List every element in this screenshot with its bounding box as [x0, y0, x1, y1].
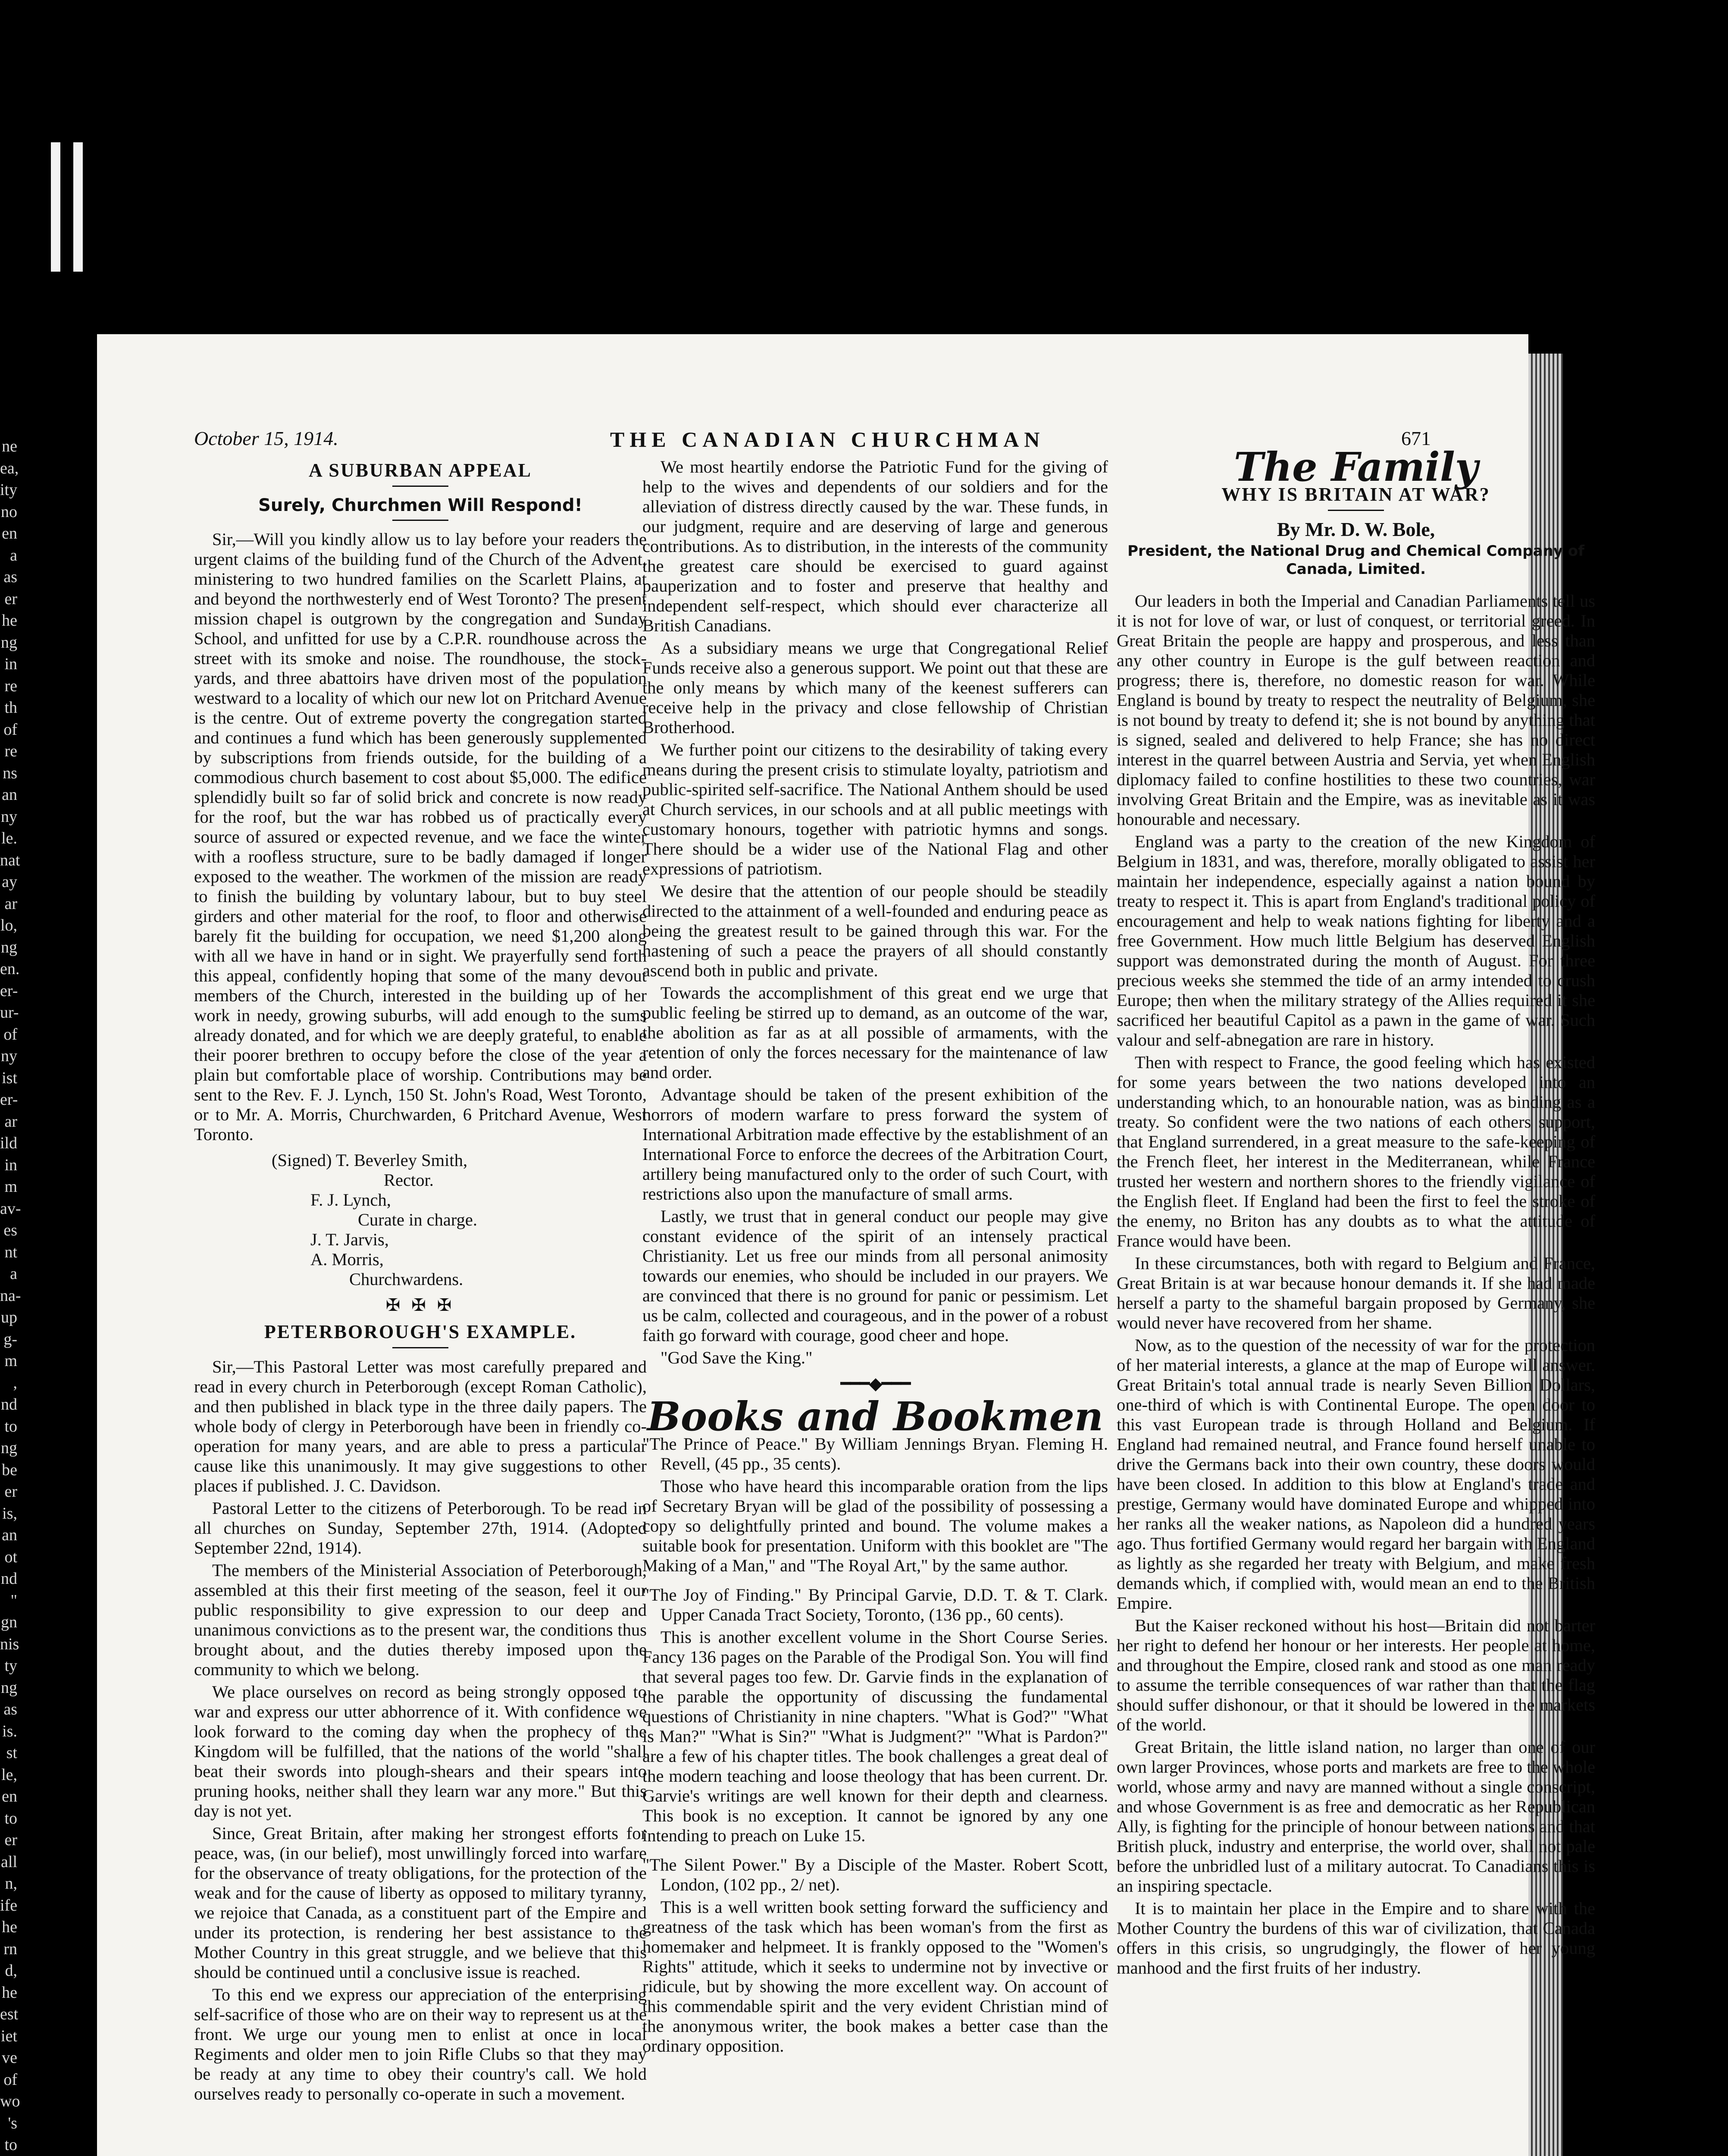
margin-fragment: all — [1, 1852, 17, 1871]
margin-fragment: ild — [0, 1134, 18, 1152]
margin-fragment: ny — [1, 807, 17, 826]
author-affiliation: President, the National Drug and Chemical Company of Canada, Limited. — [1127, 542, 1584, 578]
margin-fragment: " — [10, 1591, 17, 1610]
margin-fragment: es — [3, 1221, 17, 1239]
margin-fragment: nis — [0, 1635, 19, 1653]
article-paragraph: We most heartily endorse the Patriotic Fund for the giving of help to the wives and dependents of our soldiers and for the alleviation of distress directly caused by the war. These funds, in our judgment, require and are deserving of large and generous contributions. As to distribution, in the interests of the community the greatest care should be exercised to guard against pauperization and to foster and preserve that healthy and independent self-respect, which should ever characterize all British Canadians. — [642, 457, 1108, 635]
margin-fragment: er- — [0, 981, 18, 1000]
margin-fragment: re — [4, 742, 17, 760]
margin-fragment: lo, — [0, 916, 17, 934]
margin-fragment: m — [4, 1352, 17, 1370]
margin-fragment: no — [1, 502, 17, 521]
facing-page-text-fragments — [0, 436, 21, 2156]
title-rule — [392, 1347, 448, 1348]
margin-fragment: ng — [1, 1678, 17, 1697]
margin-fragment: ist — [2, 1069, 17, 1087]
margin-fragment: is. — [2, 1722, 17, 1740]
margin-fragment: ife — [0, 1896, 18, 1915]
margin-fragment: na- — [0, 1286, 21, 1305]
article-paragraph: In these circumstances, both with regard to Belgium and France, Great Britain is at war because honour demands it. If she had made herself a party to the shameful bargain proposed by Germany, she would never have recovered from her shame. — [1117, 1253, 1595, 1332]
article-paragraph: Our leaders in both the Imperial and Canadian Parliaments tell us it is not for love of war, or lust of conquest, or territorial greed. In Great Britain the people are happy and prosperous, and less than any other country in Europe is the gulf between reaction and progress; there is, therefore, no domestic reason for war. While England is bound by treaty to respect the neutrality of Belgium, she is not bound by treaty to defend it; she is not bound by anything that is signed, sealed and delivered to help France; she has no direct interest in the quarrel between Austria and Servia, yet when English diplomacy failed to confine hostilities to these two countries, war involving Great Britain and the Empire, was as inevitable as it was honourable and necessary. — [1117, 591, 1595, 829]
margin-fragment: he — [2, 1983, 17, 2002]
column-3 — [1117, 444, 1595, 1981]
margin-fragment: ar — [4, 894, 17, 913]
margin-fragment: is, — [2, 1504, 17, 1523]
margin-fragment: er- — [0, 1091, 18, 1109]
signature-line: J. T. Jarvis, — [310, 1230, 389, 1249]
margin-fragment: gn — [1, 1613, 17, 1631]
book-title: "The Silent Power." By a Disciple of the Master. Robert Scott, London, (102 pp., 2/ net). — [642, 1855, 1108, 1894]
article-title-why-britain: WHY IS BRITAIN AT WAR? — [1221, 484, 1490, 505]
section-ornament: ━━━◆━━━ — [840, 1374, 910, 1393]
margin-fragment: of — [3, 2070, 17, 2089]
article-paragraph: Then with respect to France, the good feeling which has existed for some years between the two nations developed into an understanding which, to an honourable nation, was as binding as a treaty. So confident were the two nations of each others support, that England surrendered, in a great measure to the safe-keeping of the French fleet, her interest in the Mediterranean, while France trusted her western and northern shores to the friendly vigilance of the English fleet. If England had been the first to feel the stroke of the enemy, no Briton has any doubts as to what the attitude of France would have been. — [1117, 1053, 1595, 1250]
article-paragraph: "God Save the King." — [661, 1348, 813, 1367]
article-paragraph: The members of the Ministerial Association of Peterborough, assembled at this their first meeting of the season, feel it our public responsibility to give expression to our deep and unanimous convictions as to the present war, the conditions thus brought about, and the duties thereby imposed upon the community to which we belong. — [194, 1561, 647, 1679]
film-margin-bar-1 — [51, 142, 60, 272]
margin-fragment: m — [4, 1178, 17, 1196]
article-paragraph: It is to maintain her place in the Empire and to share with the Mother Country the burdens of this war of civilization, that Canada offers in this crisis, so ungrudgingly, the flower of her young manhood and the first fruits of her industry. — [1117, 1899, 1595, 1977]
margin-fragment: le. — [1, 829, 17, 847]
book-title: "The Joy of Finding." By Principal Garvie, D.D. T. & T. Clark. Upper Canada Tract Society, Toronto, (136 pp., 60 cents). — [642, 1585, 1108, 1624]
margin-fragment: ity — [0, 481, 18, 499]
article-paragraph: Since, Great Britain, after making her strongest efforts for peace, was, (in our belief), most unwillingly forced into warfare for the observance of treaty obligations, for the protection of the weak and for the cause of liberty as opposed to military tyranny, we rejoice that Canada, as a constituent part of the Empire and under its protection, is rendering her best assistance to the Mother Country in this great struggle, and we believe that this should be continued until a conclusive issue is reached. — [194, 1824, 647, 1982]
margin-fragment: wo — [0, 2092, 20, 2110]
margin-fragment: as — [3, 1700, 17, 1718]
article-paragraph: Great Britain, the little island nation, no larger than one of our own larger Provinces, whose ports and markets are free to the whole world, whose army and navy are manned without a single conscript, and whose Government is as free and democratic as her Republican Ally, is fighting for the principle of honour between nations and that British pluck, industry and enterprise, the world over, shall not pale before the unbridled lust of a military autocrat. To Canadians this is an inspiring spectacle. — [1117, 1737, 1595, 1896]
margin-fragment: ns — [3, 764, 17, 782]
title-rule — [392, 486, 448, 487]
article-paragraph: We further point our citizens to the desirability of taking every means during the present crisis to stimulate loyalty, patriotism and public-spirited self-sacrifice. The National Anthem should be used at Church services, in our schools and at all public meetings with customary honours, together with patriotic hymns and songs. There should be a wider use of the National Flag and other expressions of patriotism. — [642, 740, 1108, 878]
margin-fragment: ny — [1, 1047, 17, 1065]
margin-fragment: en — [2, 524, 17, 542]
margin-fragment: nd — [1, 1570, 17, 1588]
margin-fragment: ay — [2, 873, 17, 891]
margin-fragment: le, — [1, 1765, 17, 1784]
margin-fragment: , — [13, 1373, 17, 1392]
margin-fragment: ea, — [0, 459, 19, 477]
margin-fragment: st — [6, 1744, 17, 1762]
margin-fragment: to — [4, 1417, 17, 1435]
margin-fragment: er — [4, 1482, 17, 1501]
margin-fragment: ng — [1, 938, 17, 956]
margin-fragment: to — [4, 2136, 17, 2154]
article-paragraph: Now, as to the question of the necessity of war for the protection of her material interests, a glance at the map of Europe will answer. Great Britain's total annual trade is nearly Seven Billion Dollars, one-third of which is with Continental Europe. The open door to this vast European trade is through Holland and Belgium. If England had remained neutral, and France found herself unable to drive the Germans back into their own country, these doors would have been closed. In addition to this blow at England's trade and prestige, Germany would have dominated Europe and whipped into her ranks all the weaker nations, as Napoleon did a hundred years ago. Thus fortified Germany would regard her bargain with England as lightly as she regarded her treaty with Belgium, and make fresh demands which, if complied with, would mean an end to the British Empire. — [1117, 1335, 1595, 1613]
margin-fragment: of — [3, 720, 17, 739]
article-paragraph: But the Kaiser reckoned without his host—Britain did not barter her right to defend her honour or her interests. Her people at home, and throughout the Empire, closed rank and stood as one man ready to assume the terrible consequences of war rather than that the flag should suffer dishonour, or that it should be lowered in the markets of the world. — [1117, 1616, 1595, 1734]
margin-fragment: av- — [0, 1199, 21, 1218]
article-title-suburban-appeal: A SUBURBAN APPEAL — [309, 460, 532, 481]
column-2 — [642, 457, 1108, 2059]
margin-fragment: as — [3, 568, 17, 586]
signature-line: F. J. Lynch, — [310, 1190, 391, 1210]
column-1 — [194, 457, 647, 2106]
margin-fragment: in — [4, 1156, 17, 1174]
margin-fragment: a — [10, 546, 17, 564]
margin-fragment: 's — [8, 2114, 17, 2132]
books-and-bookmen-heading: Books and Bookmen — [647, 1393, 1103, 1440]
margin-fragment: nat — [0, 851, 20, 869]
margin-fragment: of — [3, 1025, 17, 1044]
article-paragraph: To this end we express our appreciation of the enterprising self-sacrifice of those who are on their way to represent us at the front. We urge our young men to enlist at once in local Regiments and older men to join Rifle Clubs so that they may be ready at any time to obey their country's call. We hold ourselves ready to personally co-operate in such a movement. — [194, 1985, 647, 2103]
book-review: Those who have heard this incomparable oration from the lips of Secretary Bryan will be glad of the possibility of possessing a copy so delightfully printed and bound. The volume makes a suitable book for presentation. Uniform with this booklet are "The Making of a Man," and "The Royal Art," by the same author. — [642, 1476, 1108, 1575]
the-family-heading: The Family — [1233, 444, 1478, 490]
margin-fragment: d, — [5, 1962, 17, 1980]
margin-fragment: th — [4, 699, 17, 717]
book-review: This is another excellent volume in the Short Course Series. Fancy 136 pages on the Parable of the Prodigal Son. You will find that several pages too few. Dr. Garvie finds in the explanation of the parable the opportunity of discussing the fundamental questions of Christianity in nine chapters. "What is God?" "What is Man?" "What is Sin?" "What is Judgment?" "What is Pardon?" are a few of his chapter titles. The book challenges a great deal of the modern teaching and loose theology that has been current. Dr. Garvie's writings are well known for their depth and clearness. This book is no exception. It cannot be ignored by any one intending to preach on Luke 15. — [642, 1627, 1108, 1845]
margin-fragment: en. — [0, 960, 20, 978]
margin-fragment: iet — [1, 2027, 17, 2045]
margin-fragment: ng — [1, 633, 17, 652]
article-paragraph: Pastoral Letter to the citizens of Peterborough. To be read in all churches on Sunday, September 27th, 1914. (Adopted September 22nd, 1914). — [194, 1498, 647, 1557]
signature-line: Churchwardens. — [349, 1269, 463, 1289]
article-paragraph: As a subsidiary means we urge that Congregational Relief Funds receive also a generous support. We point out that these are the only means by which many of the keenest sufferers can receive help in the privacy and close fellowship of Christian Brotherhood. — [642, 638, 1108, 737]
margin-fragment: er — [4, 589, 17, 608]
margin-fragment: ar — [4, 1112, 17, 1131]
article-paragraph: Sir,—Will you kindly allow us to lay before your readers the urgent claims of the building fund of the Church of the Advent, ministering to two hundred families on the Scarlett Plains, at and beyond the northwesterly end of West Toronto? The present mission chapel is outgrown by the congregation and Sunday School, and unfitted for use by a C.P.R. roundhouse across the street with its smoke and noise. The roundhouse, the stock-yards, and three abattoirs have driven most of the population westward to a locality of which our new lot on Pritchard Avenue is the centre. Out of extreme poverty the congregation started and continues a fund which has been generously supplemented by subscriptions from friends outside, for the building of a commodious church basement to cost about $5,000. The edifice splendidly built so far of solid brick and concrete is now ready for the roof, but the war has robbed us of practically every source of assured or expected revenue, and we face the winter with a roofless structure, sure to be badly damaged if longer exposed to the weather. The workmen of the mission are ready to finish the building by voluntary labour, but to buy steel girders and other material for the roof, to floor and otherwise barely fit the building for occupation, we need $1,200 along with all we have in hand or in sight. We prayerfully send forth this appeal, confidently hoping that some of the many devout members of the Church, interested in the building up of her work in needy, growing suburbs, will add enough to the sums already donated, and for which we are deeply grateful, to enable their poorer brethren to occupy before the close of the year a plain but comfortable place of worship. Contributions may be sent to the Rev. F. J. Lynch, 150 St. John's Road, West Toronto, or to Mr. A. Morris, Churchwarden, 6 Pritchard Avenue, West Toronto. — [194, 530, 647, 1144]
article-paragraph: England was a party to the creation of the new Kingdom of Belgium in 1831, and was, therefore, morally obligated to assist her maintain her independence, especially against a nation bound by treaty to respect it. This is apart from England's traditional policy of encouragement and help to weak nations fighting for liberty and a free Government. How much little Belgium has deserved English support was demonstrated during the month of August. For three precious weeks she stemmed the tide of an army intended to crush Europe; then when the military strategy of the Allies required it she sacrificed her beautiful Capitol as a pawn in the game of war. Such valour and self-abnegation are rare in history. — [1117, 832, 1595, 1050]
article-paragraph: Advantage should be taken of the present exhibition of the horrors of modern warfare to press forward the system of International Arbitration made effective by the establishment of an International Force to enforce the decrees of the Arbitration Court, artillery being manufactured only to the order of such Court, with restrictions also upon the manufacture of small arms. — [642, 1085, 1108, 1203]
margin-fragment: g- — [3, 1330, 17, 1348]
signature-line: Rector. — [384, 1170, 434, 1190]
margin-fragment: in — [4, 655, 17, 673]
signature-line: Curate in charge. — [358, 1210, 478, 1229]
section-dingbat: ✠ ✠ ✠ — [385, 1295, 455, 1315]
article-subtitle: Surely, Churchmen Will Respond! — [258, 495, 582, 515]
article-paragraph: We place ourselves on record as being strongly opposed to war and express our utter abhorrence of it. With confidence we look forward to the coming day when the prophecy of the Kingdom will be fulfilled, that the nations of the world "shall beat their swords into plough-shears and their spears into pruning hooks, neither shall they learn war any more." But this day is not yet. — [194, 1682, 647, 1821]
margin-fragment: nt — [4, 1243, 17, 1261]
margin-fragment: ur- — [0, 1003, 19, 1022]
margin-fragment: ot — [4, 1548, 17, 1566]
article-paragraph: Lastly, we trust that in general conduct our people may give constant evidence of the spirit of an intensely practical Christianity. Let us free our minds from all personal animosity towards our enemies, who should be included in our prayers. We are convinced that there is no ground for panic or pessimism. Let us be calm, collected and courageous, and in the power of a robust faith go forward with courage, good cheer and hope. — [642, 1206, 1108, 1345]
subtitle-rule — [392, 520, 448, 521]
book-review: This is a well written book setting forward the sufficiency and greatness of the task which has been woman's from the first as homemaker and helpmeet. It is frankly opposed to the "Women's Rights" attitude, which it seeks to undermine not by invective or ridicule, but by showing the more excellent way. On account of this commendable spirit and the very evident Christian mind of the anonymous writer, the book makes a better case than the ordinary opposition. — [642, 1897, 1108, 2056]
margin-fragment: er — [4, 1831, 17, 1849]
margin-fragment: a — [10, 1265, 17, 1283]
film-margin-bar-2 — [73, 142, 83, 272]
page-number: 671 — [1401, 427, 1431, 449]
margin-fragment: he — [2, 1918, 17, 1936]
margin-fragment: up — [1, 1308, 17, 1326]
signatures — [272, 1150, 647, 1289]
margin-fragment: to — [4, 1809, 17, 1827]
margin-fragment: est — [0, 2005, 19, 2023]
margin-fragment: ve — [2, 2049, 17, 2067]
margin-fragment: he — [2, 611, 17, 630]
article-title-peterborough: PETERBOROUGH'S EXAMPLE. — [264, 1321, 577, 1342]
margin-fragment: ty — [4, 1657, 17, 1675]
book-title: "The Prince of Peace." By William Jennings Bryan. Fleming H. Revell, (45 pp., 35 cents). — [642, 1434, 1108, 1473]
margin-fragment: n, — [5, 1874, 17, 1893]
margin-fragment: an — [2, 786, 17, 804]
issue-date: October 15, 1914. — [194, 427, 338, 449]
author-byline: By Mr. D. W. Bole, — [1277, 518, 1435, 540]
signature-line: (Signed) T. Beverley Smith, — [272, 1150, 468, 1170]
article-paragraph: Sir,—This Pastoral Letter was most carefully prepared and read in every church in Peterborough (except Roman Catholic), and then published in black type in the three daily papers. The whole body of clergy in Peterborough have been in friendly co-operation for many years, and are able to press a particular cause like this unanimously. It may give suggestions to other places if published. J. C. Davidson. — [194, 1357, 647, 1495]
title-rule — [1328, 510, 1384, 511]
margin-fragment: ne — [2, 437, 17, 455]
margin-fragment: en — [2, 1787, 17, 1805]
margin-fragment: nd — [1, 1395, 17, 1413]
signature-line: A. Morris, — [310, 1250, 384, 1269]
margin-fragment: an — [2, 1526, 17, 1544]
margin-fragment: be — [2, 1460, 17, 1479]
article-paragraph: We desire that the attention of our people should be steadily directed to the attainment of a well-founded and enduring peace as being the greatest result to be gained through this war. For the hastening of such a peace the prayers of all should constantly ascend both in public and private. — [642, 881, 1108, 980]
masthead: THE CANADIAN CHURCHMAN — [610, 427, 1045, 451]
margin-fragment: ng — [1, 1439, 17, 1457]
article-paragraph: Towards the accomplishment of this great end we urge that public feeling be stirred up to demand, as an outcome of the war, the abolition as far as at all possible of armaments, with the retention of only the forces necessary for the maintenance of law and order. — [642, 983, 1108, 1082]
margin-fragment: rn — [3, 1940, 17, 1958]
newspaper-page — [97, 334, 1595, 2156]
margin-fragment: re — [4, 677, 17, 695]
